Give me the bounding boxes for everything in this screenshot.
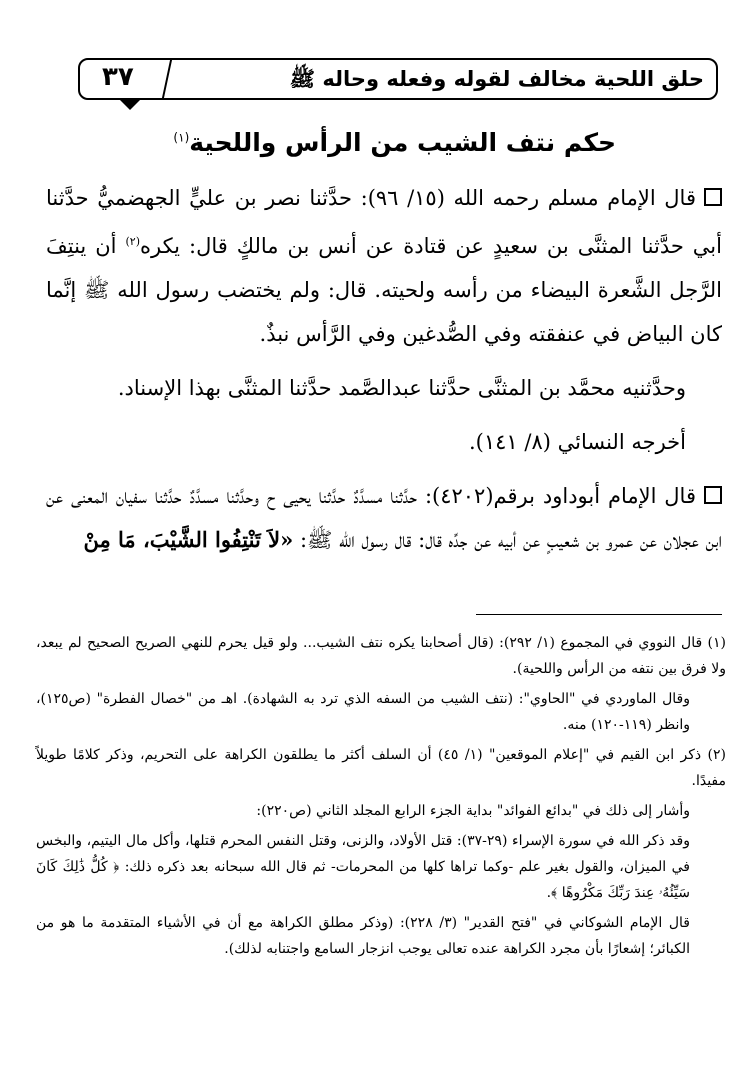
footnote-2-isra: وقد ذكر الله في سورة الإسراء (٢٩-٣٧): قتل الأولاد، والزنى، وقتل النفس المحرم قتلها، وأكل مال اليتيم، والبخس في الميزان، والقول بغير علم -وكما تراها كلها من المحرمات- ثم قال الله سبحانه بعد ذكره ذلك: ﴿ كُلُّ ذَٰلِكَ كَانَ سَيِّئُهُۥ عِندَ رَبِّكَ مَكْرُوهًا ﴾. (36, 833, 690, 901)
footnote-ref-2: (٢) (125, 235, 140, 248)
footnote-2-shawkani: قال الإمام الشوكاني في "فتح القدير" (٣/ ٢٢٨): (وذكر مطلق الكراهة مع أن في الأشياء المتقدمة ما هو من الكبائر؛ إشعارًا بأن مجرد الكراهة عنده تعالى يوجب انزجار السامع واجتنابه لذلك). (36, 915, 690, 957)
footnotes (36, 630, 726, 966)
paragraph-muslim (46, 176, 722, 356)
section-title (173, 128, 616, 157)
footnote-1: (١) قال النووي في المجموع (١/ ٢٩٢): (قال أصحابنا يكره نتف الشيب... ولو قيل يحرم للنهي الصريح الصحيح لم يبعد، ولا فرق بين نتفه من الرأس واللحية). (36, 635, 726, 677)
page-curl-icon (120, 100, 140, 110)
checkbox-icon (704, 188, 722, 206)
hadith-quote: «لاَ تَنْتِفُوا الشَّيْبَ، مَا مِنْ (83, 527, 294, 552)
paragraph-abudawud (46, 474, 722, 562)
page-header (78, 58, 718, 100)
footnote-separator (476, 614, 722, 615)
running-title: حلق اللحية مخالف لقوله وفعله وحاله ﷺ (289, 67, 704, 91)
section-title-text: حكم نتف الشيب من الرأس واللحية (189, 128, 616, 157)
paragraph-muslim-text: قال الإمام مسلم رحمه الله (١٥/ ٩٦): حدَّثنا نصر بن عليٍّ الجهضميُّ حدَّثنا أبي حدَّثنا المثنَّى بن سعيدٍ عن قتادة عن أنس بن مالكٍ قال: يكره (46, 186, 722, 258)
page-number: ٣٧ (102, 62, 134, 92)
paragraph-abudawud-text: قال الإمام أبوداود برقم(٤٢٠٢): حدَّثنا مسدَّدٌ حدَّثنا يحيى ح وحدَّثنا مسدَّدٌ حدَّثنا سفيان المعنى عن ابن عجلان عن عمرو بن شعيبٍ عن أبيه عن جدِّه قال: قال رسول الله ﷺ: (46, 484, 722, 552)
checkbox-icon (704, 486, 722, 504)
main-text (46, 176, 722, 572)
paragraph-nasai: أخرجه النسائي (٨/ ١٤١). (468, 430, 686, 454)
paragraph-muslim-rest: أن ينتِفَ الرَّجل الشَّعرة البيضاء من رأسه ولحيته. قال: ولم يختضب رسول الله ﷺ إنَّما كان البياض في عنفقته وفي الصُّدغين وفي الرَّأس نبذٌ. (46, 234, 722, 346)
footnote-2: (٢) ذكر ابن القيم في "إعلام الموقعين" (١/ ٤٥) أن السلف أكثر ما يطلقون الكراهة على التحريم، وذكر كلامًا طويلاً مفيدًا. (36, 747, 726, 789)
header-divider (162, 58, 173, 100)
footnote-1-continued: وقال الماوردي في "الحاوي": (نتف الشيب من السفه الذي ترد به الشهادة). اهـ من "خصال الفطرة" (ص١٢٥)، وانظر (١١٩-١٢٠) منه. (36, 691, 690, 733)
paragraph-chain: وحدَّثنيه محمَّد بن المثنَّى حدَّثنا عبدالصَّمد حدَّثنا المثنَّى بهذا الإسناد. (117, 376, 686, 400)
footnote-ref-1: (١) (173, 130, 190, 145)
footnote-2-badai: وأشار إلى ذلك في "بدائع الفوائد" بداية الجزء الرابع المجلد الثاني (ص٢٢٠): (256, 803, 690, 819)
